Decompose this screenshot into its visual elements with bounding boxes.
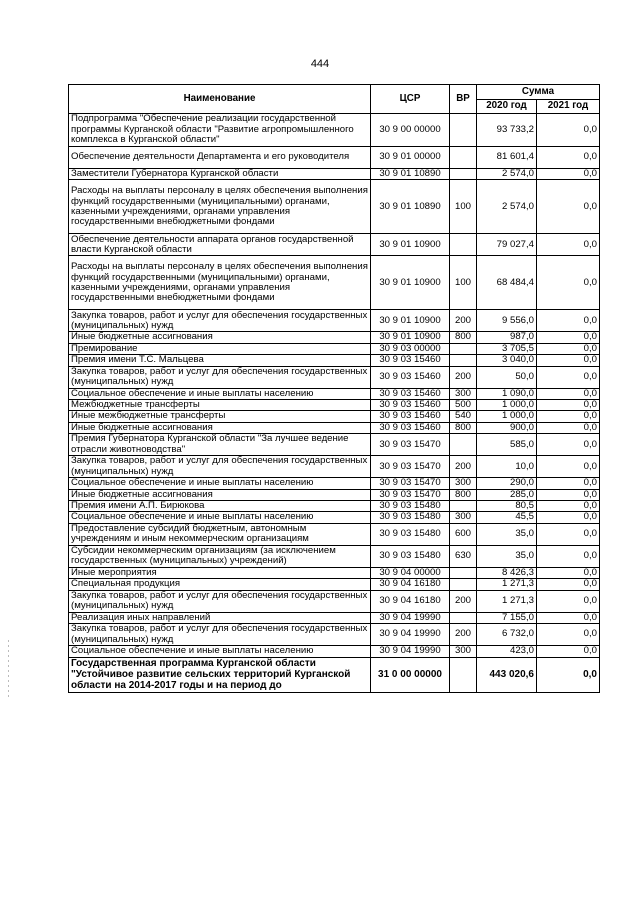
row-2020-cell: 35,0: [477, 523, 537, 545]
row-2021-cell: 0,0: [537, 310, 600, 332]
row-2020-cell: 81 601,4: [477, 147, 537, 169]
row-2020-cell: 1 271,3: [477, 579, 537, 590]
row-name-cell: Специальная продукция: [69, 579, 371, 590]
table-row: [69, 434, 600, 456]
row-vr-cell: 540: [450, 411, 477, 422]
row-name-cell: Закупка товаров, работ и услуг для обеспечения государственных (муниципальных) нужд: [69, 366, 371, 388]
row-2020-cell: 2 574,0: [477, 169, 537, 180]
row-name-cell: Закупка товаров, работ и услуг для обеспечения государственных (муниципальных) нужд: [69, 456, 371, 478]
row-csr-cell: 30 9 03 15470: [371, 489, 450, 500]
row-name-cell: Иные мероприятия: [69, 567, 371, 578]
row-name-cell: Иные межбюджетные трансферты: [69, 411, 371, 422]
row-name-cell: Подпрограмма "Обеспечение реализации государственной программы Курганской области "Развитие агропромышленного комплекса в Курганской области": [69, 114, 371, 147]
row-csr-cell: 30 9 04 19990: [371, 612, 450, 623]
row-2021-cell: 0,0: [537, 180, 600, 234]
header-name: Наименование: [69, 85, 371, 114]
row-name-cell: Заместители Губернатора Курганской области: [69, 169, 371, 180]
row-csr-cell: 30 9 01 10900: [371, 256, 450, 310]
row-name-cell: Расходы на выплаты персоналу в целях обеспечения выполнения функций государственными (муниципальными) органами, казенными учреждениями, органами управления государственными внебюджетными фондами: [69, 256, 371, 310]
table-row: [69, 400, 600, 411]
page-number: 444: [310, 58, 330, 70]
row-2020-cell: 7 155,0: [477, 612, 537, 623]
row-2021-cell: 0,0: [537, 624, 600, 646]
row-2020-cell: 1 000,0: [477, 400, 537, 411]
table-row: [69, 478, 600, 489]
row-csr-cell: 30 9 03 15460: [371, 366, 450, 388]
row-2021-cell: 0,0: [537, 489, 600, 500]
row-2021-cell: 0,0: [537, 567, 600, 578]
row-name-cell: Иные бюджетные ассигнования: [69, 332, 371, 343]
row-vr-cell: 800: [450, 422, 477, 433]
row-vr-cell: [450, 501, 477, 512]
row-2021-cell: 0,0: [537, 657, 600, 692]
row-2021-cell: 0,0: [537, 646, 600, 657]
table-row: [69, 657, 600, 692]
row-vr-cell: [450, 355, 477, 366]
table-row: [69, 366, 600, 388]
row-2020-cell: 1 271,3: [477, 590, 537, 612]
row-csr-cell: 30 9 00 00000: [371, 114, 450, 147]
row-vr-cell: 300: [450, 512, 477, 523]
row-2021-cell: 0,0: [537, 612, 600, 623]
row-name-cell: Закупка товаров, работ и услуг для обеспечения государственных (муниципальных) нужд: [69, 624, 371, 646]
row-csr-cell: 30 9 03 15460: [371, 355, 450, 366]
header-year-2020: 2020 год: [477, 99, 537, 114]
row-vr-cell: 200: [450, 366, 477, 388]
row-2021-cell: 0,0: [537, 169, 600, 180]
row-2021-cell: 0,0: [537, 366, 600, 388]
table-row: [69, 114, 600, 147]
row-2020-cell: 3 040,0: [477, 355, 537, 366]
row-csr-cell: 30 9 01 10900: [371, 234, 450, 256]
table-row: [69, 523, 600, 545]
row-name-cell: Обеспечение деятельности аппарата органов государственной власти Курганской области: [69, 234, 371, 256]
row-2020-cell: 290,0: [477, 478, 537, 489]
table-row: [69, 422, 600, 433]
row-vr-cell: 600: [450, 523, 477, 545]
row-2020-cell: 900,0: [477, 422, 537, 433]
row-2021-cell: 0,0: [537, 147, 600, 169]
row-csr-cell: 30 9 01 00000: [371, 147, 450, 169]
row-csr-cell: 30 9 04 19990: [371, 646, 450, 657]
row-2020-cell: 6 732,0: [477, 624, 537, 646]
table-row: [69, 169, 600, 180]
row-2021-cell: 0,0: [537, 501, 600, 512]
row-csr-cell: 30 9 04 19990: [371, 624, 450, 646]
row-2020-cell: 79 027,4: [477, 234, 537, 256]
row-csr-cell: 30 9 03 15470: [371, 478, 450, 489]
row-vr-cell: 200: [450, 310, 477, 332]
row-csr-cell: 30 9 01 10900: [371, 332, 450, 343]
row-csr-cell: 30 9 03 15470: [371, 456, 450, 478]
header-sum: Сумма: [477, 85, 600, 100]
row-csr-cell: 30 9 03 15480: [371, 545, 450, 567]
row-2021-cell: 0,0: [537, 434, 600, 456]
row-csr-cell: 30 9 03 00000: [371, 343, 450, 354]
row-2020-cell: 987,0: [477, 332, 537, 343]
row-vr-cell: 300: [450, 478, 477, 489]
table-row: [69, 624, 600, 646]
table-row: [69, 343, 600, 354]
row-vr-cell: 200: [450, 624, 477, 646]
row-name-cell: Премия имени Т.С. Мальцева: [69, 355, 371, 366]
row-2021-cell: 0,0: [537, 234, 600, 256]
row-vr-cell: 200: [450, 590, 477, 612]
table-row: [69, 489, 600, 500]
row-csr-cell: 30 9 03 15460: [371, 422, 450, 433]
row-2020-cell: 35,0: [477, 545, 537, 567]
row-2021-cell: 0,0: [537, 114, 600, 147]
row-csr-cell: 30 9 01 10890: [371, 180, 450, 234]
table-row: [69, 612, 600, 623]
table-row: [69, 590, 600, 612]
row-vr-cell: 630: [450, 545, 477, 567]
row-vr-cell: 300: [450, 646, 477, 657]
row-2020-cell: 3 705,5: [477, 343, 537, 354]
table-row: [69, 147, 600, 169]
row-name-cell: Премия Губернатора Курганской области "За лучшее ведение отрасли животноводства": [69, 434, 371, 456]
row-2021-cell: 0,0: [537, 579, 600, 590]
row-name-cell: Реализация иных направлений: [69, 612, 371, 623]
row-vr-cell: [450, 434, 477, 456]
row-name-cell: Субсидии некоммерческим организациям (за исключением государственных (муниципальных) учреждений): [69, 545, 371, 567]
row-vr-cell: 500: [450, 400, 477, 411]
row-vr-cell: [450, 657, 477, 692]
row-2021-cell: 0,0: [537, 422, 600, 433]
row-vr-cell: [450, 579, 477, 590]
row-vr-cell: [450, 612, 477, 623]
row-2020-cell: 285,0: [477, 489, 537, 500]
table-row: [69, 512, 600, 523]
table-row: [69, 388, 600, 399]
row-vr-cell: [450, 114, 477, 147]
row-name-cell: Закупка товаров, работ и услуг для обеспечения государственных (муниципальных) нужд: [69, 310, 371, 332]
row-2021-cell: 0,0: [537, 545, 600, 567]
table-row: [69, 646, 600, 657]
row-2021-cell: 0,0: [537, 400, 600, 411]
row-vr-cell: 800: [450, 489, 477, 500]
table-row: [69, 456, 600, 478]
budget-table: [68, 84, 600, 693]
row-name-cell: Государственная программа Курганской области "Устойчивое развитие сельских территорий Курганской области на 2014-2017 годы и на период до: [69, 657, 371, 692]
row-vr-cell: [450, 234, 477, 256]
row-2020-cell: 45,5: [477, 512, 537, 523]
row-2021-cell: 0,0: [537, 355, 600, 366]
row-csr-cell: 30 9 03 15470: [371, 434, 450, 456]
row-2021-cell: 0,0: [537, 512, 600, 523]
row-2020-cell: 8 426,3: [477, 567, 537, 578]
row-vr-cell: 100: [450, 180, 477, 234]
row-2020-cell: 2 574,0: [477, 180, 537, 234]
row-name-cell: Премия имени А.П. Бирюкова: [69, 501, 371, 512]
row-2020-cell: 423,0: [477, 646, 537, 657]
row-vr-cell: 800: [450, 332, 477, 343]
row-2020-cell: 585,0: [477, 434, 537, 456]
row-csr-cell: 30 9 03 15460: [371, 388, 450, 399]
row-name-cell: Социальное обеспечение и иные выплаты населению: [69, 478, 371, 489]
table-row: [69, 234, 600, 256]
row-csr-cell: 30 9 03 15480: [371, 523, 450, 545]
table-row: [69, 355, 600, 366]
header-csr: ЦСР: [371, 85, 450, 114]
row-csr-cell: 30 9 03 15460: [371, 411, 450, 422]
row-name-cell: Предоставление субсидий бюджетным, автономным учреждениям и иным некоммерческим организациям: [69, 523, 371, 545]
row-csr-cell: 31 0 00 00000: [371, 657, 450, 692]
header-vr: ВР: [450, 85, 477, 114]
row-2021-cell: 0,0: [537, 332, 600, 343]
table-row: [69, 256, 600, 310]
row-name-cell: Иные бюджетные ассигнования: [69, 489, 371, 500]
row-2020-cell: 50,0: [477, 366, 537, 388]
row-vr-cell: [450, 169, 477, 180]
table-row: [69, 411, 600, 422]
row-2020-cell: 68 484,4: [477, 256, 537, 310]
row-2021-cell: 0,0: [537, 411, 600, 422]
row-csr-cell: 30 9 04 00000: [371, 567, 450, 578]
row-csr-cell: 30 9 03 15480: [371, 501, 450, 512]
row-name-cell: Межбюджетные трансферты: [69, 400, 371, 411]
table-body: [69, 114, 600, 693]
row-name-cell: Социальное обеспечение и иные выплаты населению: [69, 646, 371, 657]
row-vr-cell: 100: [450, 256, 477, 310]
row-2021-cell: 0,0: [537, 478, 600, 489]
row-csr-cell: 30 9 04 16180: [371, 579, 450, 590]
table-header: [69, 85, 600, 114]
row-2020-cell: 1 090,0: [477, 388, 537, 399]
row-csr-cell: 30 9 01 10890: [371, 169, 450, 180]
row-name-cell: Расходы на выплаты персоналу в целях обеспечения выполнения функций государственными (муниципальными) органами, казенными учреждениями, органами управления государственными внебюджетными фондами: [69, 180, 371, 234]
row-csr-cell: 30 9 04 16180: [371, 590, 450, 612]
row-2020-cell: 1 000,0: [477, 411, 537, 422]
row-2021-cell: 0,0: [537, 256, 600, 310]
row-name-cell: Закупка товаров, работ и услуг для обеспечения государственных (муниципальных) нужд: [69, 590, 371, 612]
row-vr-cell: 300: [450, 388, 477, 399]
row-2021-cell: 0,0: [537, 456, 600, 478]
row-name-cell: Социальное обеспечение и иные выплаты населению: [69, 512, 371, 523]
row-2021-cell: 0,0: [537, 343, 600, 354]
row-csr-cell: 30 9 03 15460: [371, 400, 450, 411]
row-vr-cell: 200: [450, 456, 477, 478]
table-row: [69, 545, 600, 567]
table-row: [69, 310, 600, 332]
table-row: [69, 567, 600, 578]
row-2020-cell: 80,5: [477, 501, 537, 512]
row-2020-cell: 9 556,0: [477, 310, 537, 332]
row-2020-cell: 10,0: [477, 456, 537, 478]
row-name-cell: Социальное обеспечение и иные выплаты населению: [69, 388, 371, 399]
row-name-cell: Премирование: [69, 343, 371, 354]
row-name-cell: Обеспечение деятельности Департамента и его руководителя: [69, 147, 371, 169]
table-row: [69, 180, 600, 234]
table-row: [69, 332, 600, 343]
header-year-2021: 2021 год: [537, 99, 600, 114]
row-csr-cell: 30 9 03 15480: [371, 512, 450, 523]
margin-mark: [8, 640, 9, 700]
row-vr-cell: [450, 343, 477, 354]
row-2021-cell: 0,0: [537, 388, 600, 399]
row-2021-cell: 0,0: [537, 523, 600, 545]
row-vr-cell: [450, 147, 477, 169]
row-2020-cell: 443 020,6: [477, 657, 537, 692]
table-row: [69, 579, 600, 590]
row-name-cell: Иные бюджетные ассигнования: [69, 422, 371, 433]
row-2021-cell: 0,0: [537, 590, 600, 612]
row-2020-cell: 93 733,2: [477, 114, 537, 147]
row-vr-cell: [450, 567, 477, 578]
row-csr-cell: 30 9 01 10900: [371, 310, 450, 332]
table-row: [69, 501, 600, 512]
